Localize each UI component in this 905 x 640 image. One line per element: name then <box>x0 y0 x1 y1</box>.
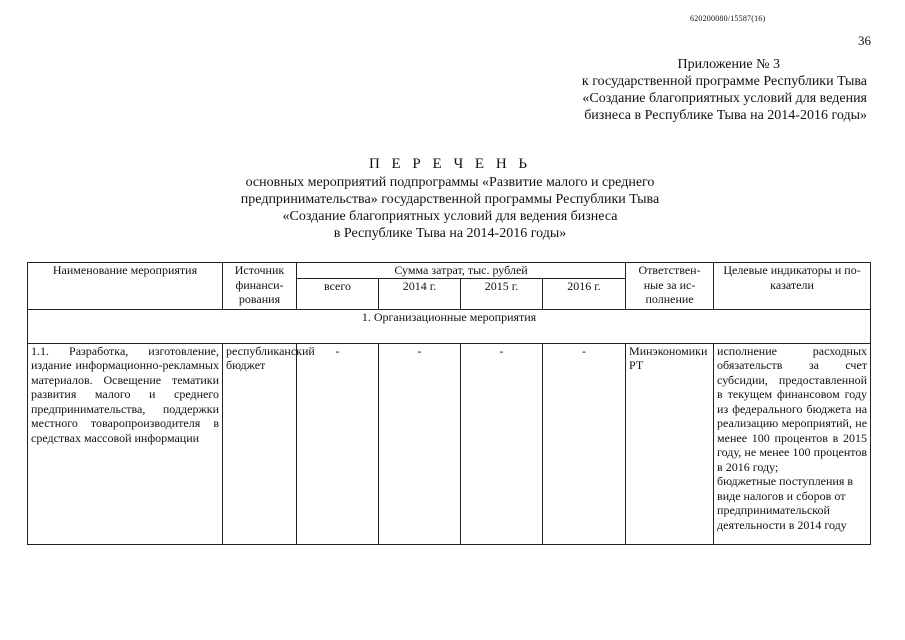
page-number: 36 <box>858 33 871 48</box>
cell-indicators <box>714 343 871 544</box>
document-heading <box>150 156 750 242</box>
document-code: 620200080/15587(16) <box>690 14 766 23</box>
heading-line: основных мероприятий подпрограммы «Развитие малого и среднего <box>245 175 655 190</box>
table-row <box>28 343 871 544</box>
header-indicators: Целевые индикаторы и по- казатели <box>714 263 871 310</box>
indicator-text: бюджетные поступления в виде налогов и сборов от предпринимательской деятельности в 2014 году <box>717 474 854 532</box>
heading-line: в Республике Тыва на 2014-2016 годы» <box>333 226 567 241</box>
header-year-2014: 2014 г. <box>379 278 461 309</box>
indicator-text: исполнение расходных обязательств за счет субсидии, предоставленной в текущем финансовом году из федерального бюджета на реализацию мероприятий, не менее 100 процентов в 2015 году, не менее 100 процентов в 2016 году; <box>717 343 868 474</box>
cell-measure-name: 1.1. Разработка, изготовление, издание информационно-рекламных материалов. Освещение тематики развития малого и среднего предпринимательства, поддержки местного товаропроизводителя в средствах массовой информации <box>28 343 223 544</box>
header-source: Источник финанси- рования <box>223 263 297 310</box>
header-costs: Сумма затрат, тыс. рублей <box>297 263 626 279</box>
header-year-2016: 2016 г. <box>543 278 626 309</box>
heading-line: предпринимательства» государственной программы Республики Тыва <box>240 192 660 207</box>
heading-line: «Создание благоприятных условий для ведения бизнеса <box>282 209 618 224</box>
cell-2015: - <box>461 343 543 544</box>
appendix-block <box>520 56 867 124</box>
appendix-line: бизнеса в Республике Тыва на 2014-2016 годы» <box>584 108 867 123</box>
measures-table <box>27 262 871 545</box>
appendix-line: к государственной программе Республики Тыва <box>581 74 867 89</box>
cell-2014: - <box>379 343 461 544</box>
header-total: всего <box>297 278 379 309</box>
cell-2016: - <box>543 343 626 544</box>
section-title: 1. Организационные мероприятия <box>28 309 871 343</box>
appendix-title: Приложение № 3 <box>677 57 780 72</box>
header-responsible: Ответствен- ные за ис- полнение <box>626 263 714 310</box>
document-title: П Е Р Е Ч Е Н Ь <box>368 156 532 172</box>
cell-total: - <box>297 343 379 544</box>
header-year-2015: 2015 г. <box>461 278 543 309</box>
appendix-line: «Создание благоприятных условий для ведения <box>582 91 867 106</box>
cell-source: республиканский бюджет <box>223 343 297 544</box>
header-name: Наименование мероприятия <box>28 263 223 310</box>
cell-responsible: Минэкономики РТ <box>626 343 714 544</box>
